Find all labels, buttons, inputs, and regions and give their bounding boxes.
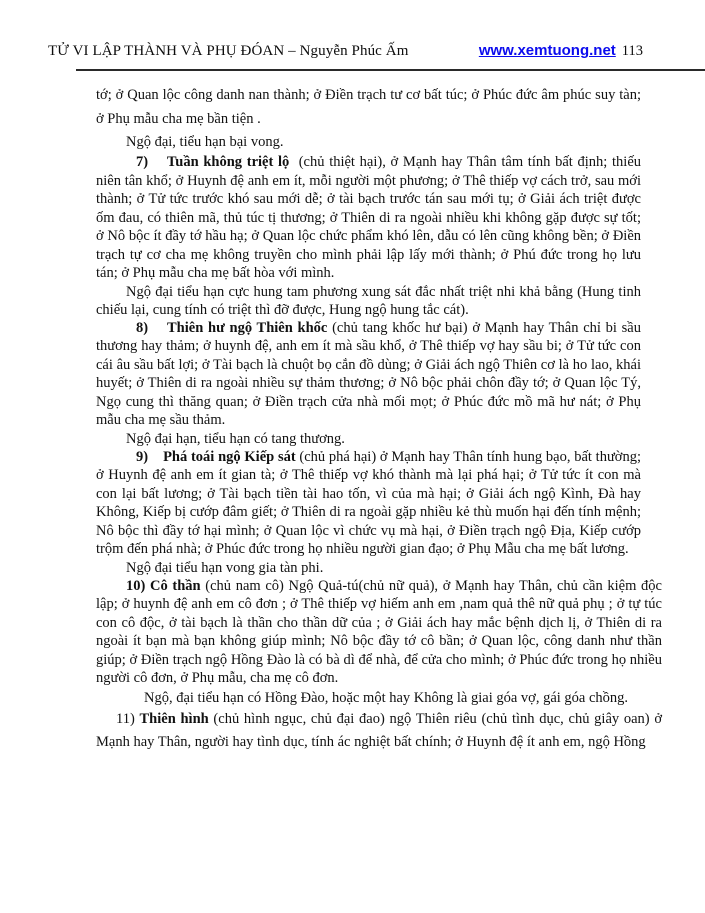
section-heading-text: 7) Tuần không triệt lộ (136, 154, 290, 170)
body-text: Ngộ đại, tiểu hạn bại vong. (126, 134, 284, 150)
page-number: 113 (621, 43, 643, 59)
document-body (96, 83, 662, 754)
document-title: TỬ VI LẬP THÀNH VÀ PHỤ ĐÓAN – Nguyễn Phúc Ấm (48, 43, 409, 59)
body-text: Ngộ đại tiểu hạn cực hung tam phương xung sát đắc nhất triệt nhi khả bằng (Hung tinh chiếu lại, cung tính có triệt thì đỡ được, Hung ngộ hung tắc cát). (96, 283, 641, 318)
body-text: (chủ phá hại) ở Mạnh hay Thân tính hung bạo, bất thường; ở Huynh đệ anh em ít gian tà; ở Thê thiếp vợ khó thành mà lại phá hại; ở Tử tức ít con mà con lại bất lương; ở Tài bạch tiền tài hao tốn, vì của mà hại; ở Giải ách ngộ Kình, Đà hay Không, Kiếp bị cướp đâm giết; ở Thiên di ra ngoài gặp nhiều kẻ thù muốn hại đến tính mệnh; Nô bộc thì đầy tớ hại mình; ở Quan lộc vì chức vụ mà hại, ở Điền trạch ngộ Địa, Kiếp cướp trộm đến phá nhà; ở Phúc đức trong họ nhiều người gian đạo; ở Phụ Mẫu cha mẹ bất lương. (96, 448, 641, 557)
note-cuc-hung (96, 283, 641, 319)
body-text: (chủ thiệt hại), ở Mạnh hay Thân tâm tính bất định; thiếu niên tân khổ; ở Huynh đệ anh em ít, mỗi người một phương; ở Thê thiếp vợ cách trở, sau mới thành; ở Tử tức trước khó sau mới dễ; ở tài bạch trước tán sau mới tụ; ở Giải ách triệt được ốm đau, có thiên mã, thủ túc tị thương; ở Thiên di ra ngoài nhiều khi không gặp được sự tốt; ở Nô bộc ít đầy tớ hầu hạ; ở Quan lộc chức phẩm khó lên, dẫu có lên cũng không bền; ở Điền trạch tự cơ cha mẹ không truyền cho mình phải lập lấy mới thành; ở Phú đức trong họ lưu tán; ở Phụ mẫu cha mẹ bất hòa với mình. (96, 154, 642, 281)
section-8-thien-hu-ngo-thien-khoc (96, 319, 641, 430)
section-9-pha-toai-ngo-kiep-sat (96, 448, 641, 559)
body-text: (chủ hình ngục, chủ đại đao) ngộ Thiên riêu (chủ tình dục, chủ giây oan) ở Mạnh hay Thân, người hay tình dục, tính ác nghiệt bất chính; ở Huynh đệ ít anh em, ngộ Hồng (96, 710, 662, 750)
section-11-thien-hinh (96, 708, 662, 754)
section-heading-text: Thiên hình (139, 710, 209, 727)
body-text: (chủ tang khốc hư bại) ở Mạnh hay Thân chỉ bi sầu thương hay thảm; ở huynh đệ, anh em ít mà sầu khổ, ở Thê thiếp vợ hay sầu bi; ở Tử tức con cái âu sầu bất lợi; ở Tài bạch là chuột bọ cắn đồ dùng; ở Giải ách ngộ Thiên cơ là ho lao, khái huyết; ở Thiên di ra ngoài nhiều sự thảm thương; ở Nô bộc phải chôn đầy tớ; ở Quan lộc Tý, Ngọ cung thì thăng quan; ở Điền trạch cửa nhà mối mọt; ở Phúc đức mồ mã hư nát; ở Phụ mẫu cha mẹ sầu thảm. (96, 319, 641, 428)
note-bai-vong (96, 131, 641, 153)
section-10-co-than (96, 577, 662, 688)
header-divider (76, 69, 705, 71)
section-heading-text: 8) Thiên hư ngộ Thiên khốc (136, 319, 328, 336)
section-heading-text: 9) Phá toái ngộ Kiếp sát (136, 448, 296, 465)
website-link[interactable]: www.xemtuong.net (478, 42, 616, 59)
note-hong-dao (96, 688, 662, 708)
page-header (0, 0, 705, 60)
section-heading-text: 10) Cô thần (126, 577, 201, 594)
section-7-tuan-khong-triet-lo (96, 153, 641, 283)
body-text: Ngộ đại hạn, tiểu hạn có tang thương. (126, 430, 345, 447)
body-text: 11) (116, 710, 140, 727)
body-text: (chủ nam cô) Ngộ Quả-tú(chủ nữ quả), ở Mạnh hay Thân, chủ cần kiệm độc lập; ở huynh đệ anh em cô đơn ; ở Thê thiếp vợ hiếm anh em ,nam quả thê nữ quả phụ ; ở tự túc con cô độc, ở tài bạch là thần cho thần dữ của ; ở Giải ách hay mắc bệnh dịch lị, ở Thiên di ra ngoài ít bạn mà bạn không giúp mình; Nô bộc đầy tớ cô bần; ở Quan lộc, công danh như thần giúp; ở Điền trạch ngộ Hồng Đào là có bà dì để nhà, để cửa cho mình; ở Phúc đức trong họ nhiều người cô đơn, ở Phụ mẫu, cha mẹ cô đơn. (96, 577, 662, 686)
body-text: Ngộ đại tiểu hạn vong gia tàn phi. (126, 559, 324, 576)
note-vong-gia (96, 559, 641, 577)
note-tang-thuong (96, 430, 641, 448)
continuation-paragraph (96, 83, 641, 131)
body-text: tớ; ở Quan lộc công danh nan thành; ở Điền trạch tư cơ bất túc; ở Phúc đức âm phúc suy tàn; ở Phụ mẫu cha mẹ bần tiện . (96, 87, 641, 127)
body-text: Ngộ, đại tiểu hạn có Hồng Đào, hoặc một hay Không là giai góa vợ, gái góa chồng. (144, 689, 629, 706)
